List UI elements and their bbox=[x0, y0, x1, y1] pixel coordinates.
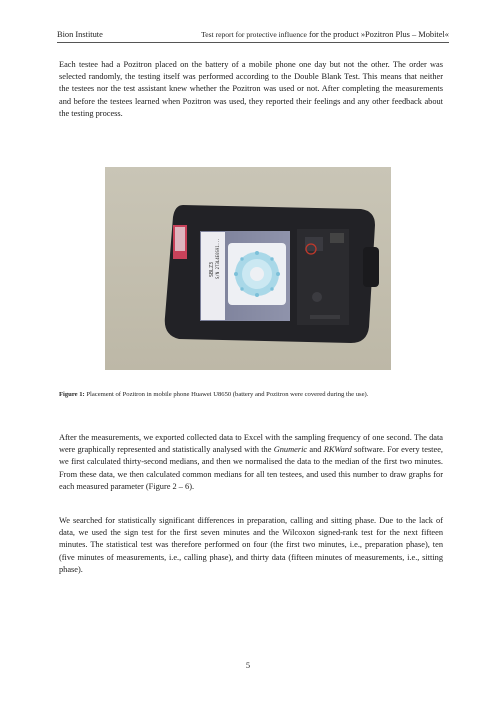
figure-caption bbox=[59, 390, 443, 401]
phone-side-button bbox=[363, 247, 379, 287]
header-institute: Bion Institute bbox=[57, 30, 103, 39]
sim-label bbox=[175, 227, 185, 251]
page-number: 5 bbox=[245, 661, 251, 670]
flash-module bbox=[330, 233, 344, 243]
paragraph-testing-procedure: Each testee had a Pozitron placed on the battery of a mobile phone one day but not the other. The order was selected randomly, the testing itself was performed according to the Double Blank Test. This means that neither the testees nor the test assistant knew whether the Pozitron was used or not. After completing the measurements and before the testees learned when Pozitron was used, they reported their feelings and any other feedback about the testing process. bbox=[59, 60, 443, 118]
speaker-grille bbox=[312, 292, 322, 302]
battery-sn-text: S/N 2T3L4E0S91... bbox=[215, 238, 220, 279]
page-header bbox=[57, 27, 449, 41]
paragraph-statistical-tests: We searched for statistically significant differences in preparation, calling and sitting phase. Due to the lack of data, we used the sign test for the first seven minutes and the Wilcoxon signed-rank test for the next fifteen minutes. The statistical test was therefore performed on four (the first two minutes, i.e., preparation phase), ten (five minutes of measurements, i.e., calling phase), and thirty data (fifteen minutes of measurements, i.e., sitting phase). bbox=[59, 516, 443, 574]
camera-module bbox=[305, 237, 323, 251]
software-rkward: RKWard bbox=[323, 445, 352, 455]
pozitron-pattern-core bbox=[250, 267, 264, 281]
figure-label: Figure 1: bbox=[59, 391, 85, 398]
header-rule bbox=[57, 42, 449, 43]
figure-phone-photo bbox=[105, 167, 391, 370]
bottom-slot bbox=[310, 315, 340, 319]
phone-illustration bbox=[105, 167, 391, 370]
software-gnumeric: Gnumeric bbox=[273, 445, 308, 455]
paragraph-data-analysis bbox=[59, 432, 443, 493]
header-report-title bbox=[201, 30, 449, 39]
p2-and: and bbox=[307, 445, 324, 455]
header-title-suffix: for the product »Pozitron Plus – Mobitel« bbox=[306, 30, 449, 39]
battery-lot-text: SBLZ3 bbox=[209, 261, 215, 277]
header-title-prefix: Test report for protective influence bbox=[201, 30, 307, 39]
figure-caption-text: Placement of Pozitron in mobile phone Huawei U8650 (battery and Pozitron were covered during the use). bbox=[84, 391, 369, 398]
p2-part-a: After the measurements, we exported collected data to Excel with the sampling frequency of one second. The data were graphically represented and statistically analysed with the bbox=[59, 433, 443, 455]
p2-part-b: software. For every testee, we first calculated thirty-second medians, and then we normalised the data to the median of the first two minutes. From these data, we then calculated common medians for all ten testees, and used this number to draw graphs for each measured parameter (Figure 2 – 6). bbox=[59, 445, 443, 491]
